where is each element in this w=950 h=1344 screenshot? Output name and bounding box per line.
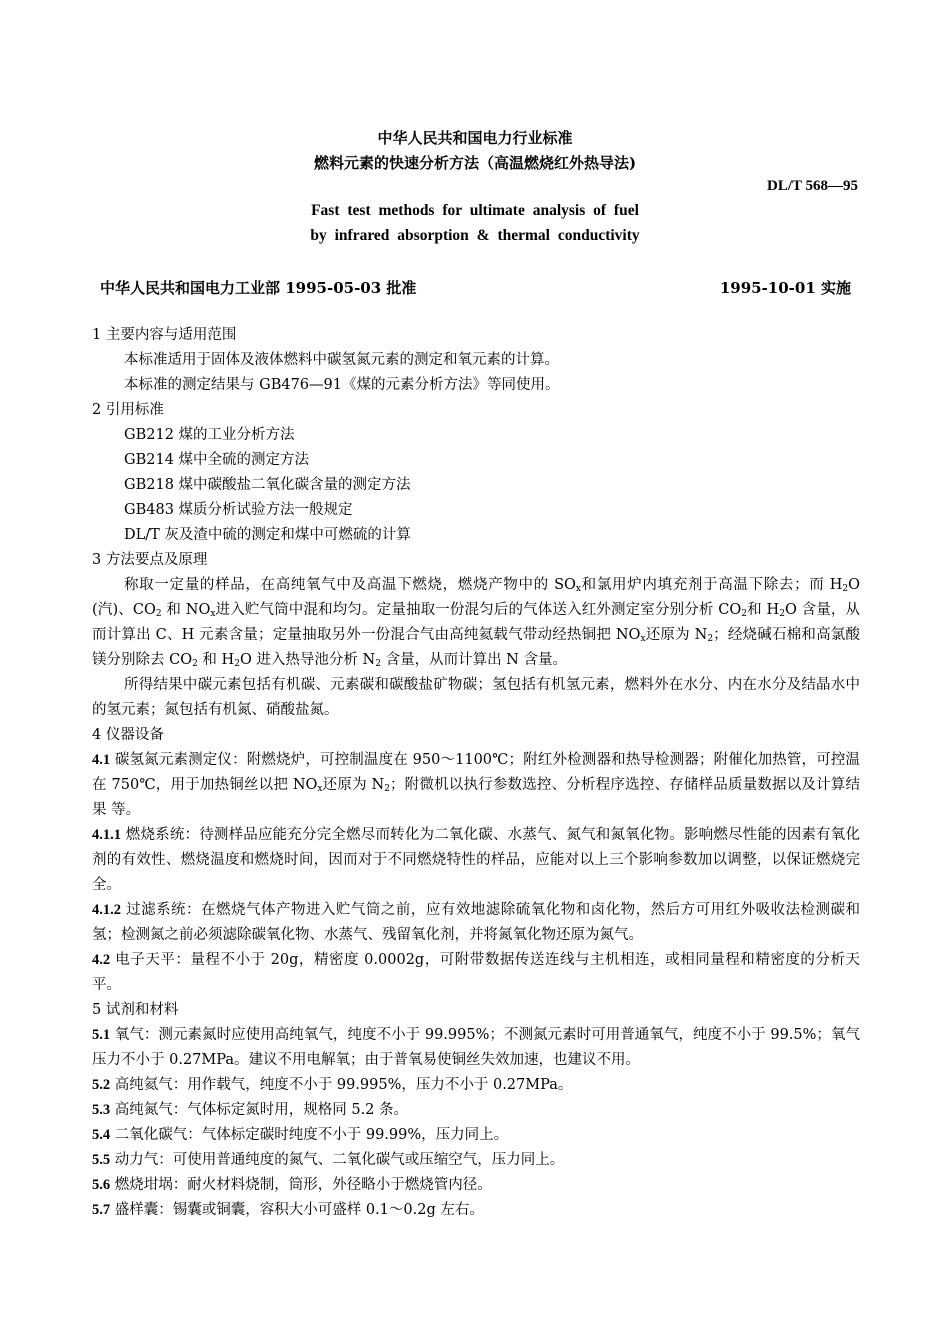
clause-5-2: 5.2 高纯氦气：用作载气，纯度不小于 99.995%，压力不小于 0.27MPa。: [92, 1077, 573, 1093]
section-3-paragraph-1: 称取一定量的样品，在高纯氧气中及高温下燃烧，燃烧产物中的 $SO_x$和氯用炉内填充剂于高温下除去；而 $H_2O$ (汽)、$CO_2$ 和 $NO_x$进入贮气筒中混和均匀。定量抽取一份混匀后的气体送入红外测定室分别分析 $CO_2$和 $H_2O$ 含量，从而计算出 C、H 元素含量；定量抽取另外一份混合气由高纯氦载气带动经热铜把 $NO_x$还原为 $N_2$；经烧碱石棉和高氯酸镁分别除去 $CO_2$ 和 $H_2O$ 进入热导池分析 $N_2$ 含量，从而计算出 N 含量。: [92, 577, 861, 669]
section-heading-2: 2 引用标准: [92, 402, 164, 418]
clause-number: 5.3: [92, 1102, 111, 1118]
reference-item: DL/T 灰及渣中硫的测定和煤中可燃硫的计算: [124, 527, 411, 543]
clause-number: 5.5: [92, 1152, 111, 1168]
clause-number: 4.1: [92, 752, 111, 768]
section-heading-4: 4 仪器设备: [92, 727, 164, 743]
clause-number: 4.1.2: [92, 902, 121, 918]
clause-number: 4.2: [92, 952, 111, 968]
approval-line: 中华人民共和国电力工业部 1995-05-03 批准: [100, 279, 417, 297]
clause-4-1-2: 4.1.2 过滤系统：在燃烧气体产物进入贮气筒之前，应有效地滤除硫氧化物和卤化物，然后方可用红外吸收法检测碳和氢；检测氮之前必须滤除碳氧化物、水蒸气、残留氧化剂，并将氮氧化物还原为氮气。: [92, 902, 860, 943]
clause-number: 5.1: [92, 1027, 111, 1043]
section-3-paragraph-2: 所得结果中碳元素包括有机碳、元素碳和碳酸盐矿物碳；氢包括有机氢元素，燃料外在水分、内在水分及结晶水中的氢元素；氮包括有机氮、硝酸盐氮。: [92, 677, 860, 718]
clause-5-5: 5.5 动力气：可使用普通纯度的氮气、二氧化碳气或压缩空气，压力同上。: [92, 1152, 565, 1168]
clause-number: 5.4: [92, 1127, 111, 1143]
effective-date: 1995-10-01 实施: [719, 279, 851, 297]
clause-number: 5.6: [92, 1177, 111, 1193]
clause-number: 5.7: [92, 1202, 111, 1218]
clause-4-1-1: 4.1.1 燃烧系统：待测样品应能充分完全燃尽而转化为二氧化碳、水蒸气、氮气和氮氧化物。影响燃尽性能的因素有氧化剂的有效性、燃烧温度和燃烧时间，因而对于不同燃烧特性的样品，应能对以上三个影响参数加以调整，以保证燃烧完全。: [92, 827, 860, 893]
clause-5-1: 5.1 氧气：测元素氮时应使用高纯氧气，纯度不小于 99.995%；不测氮元素时可用普通氧气，纯度不小于 99.5%；氧气压力不小于 0.27MPa。建议不用电解氧；由于普氧易使铜丝失效加速，也建议不用。: [92, 1027, 860, 1068]
standard-title-cn: 燃料元素的快速分析方法（高温燃烧红外热导法): [313, 154, 637, 172]
reference-item: GB212 煤的工业分析方法: [124, 427, 295, 443]
clause-number: 4.1.1: [92, 827, 121, 843]
section-heading-5: 5 试剂和材料: [92, 1002, 179, 1018]
section-heading-1: 1 主要内容与适用范围: [92, 327, 237, 343]
clause-4-2: 4.2 电子天平：量程不小于 20g，精密度 0.0002g，可附带数据传送连线与主机相连，或相同量程和精密度的分析天平。: [92, 952, 860, 993]
section-heading-3: 3 方法要点及原理: [92, 552, 208, 568]
section-1-paragraph-1: 本标准适用于固体及液体燃料中碳氢氮元素的测定和氧元素的计算。: [124, 352, 559, 368]
clause-5-6: 5.6 燃烧坩埚：耐火材料烧制，筒形，外径略小于燃烧管内径。: [92, 1177, 492, 1193]
clause-5-3: 5.3 高纯氮气：气体标定氮时用，规格同 5.2 条。: [92, 1102, 409, 1118]
reference-item: GB214 煤中全硫的测定方法: [124, 452, 310, 468]
standard-code: DL/T 568—95: [767, 178, 858, 194]
standard-title-en-line1: Fast test methods for ultimate analysis of fuel: [311, 202, 639, 219]
standard-title-en-line2: by infrared absorption & thermal conductivity: [310, 227, 640, 244]
clause-5-7: 5.7 盛样囊：锡囊或铜囊，容积大小可盛样 0.1～0.2g 左右。: [92, 1202, 484, 1218]
standard-category-title: 中华人民共和国电力行业标准: [377, 129, 573, 147]
clause-4-1: 4.1 碳氢氮元素测定仪：附燃烧炉，可控制温度在 950～1100℃；附红外检测器和热导检测器；附催化加热管，可控温在 750℃，用于加热铜丝以把 $NO_x$还原为 $N_2$；附微机以执行参数选控、分析程序选控、存储样品质量数据以及计算结果 等。: [92, 752, 860, 818]
reference-item: GB218 煤中碳酸盐二氧化碳含量的测定方法: [124, 477, 411, 493]
clause-number: 5.2: [92, 1077, 111, 1093]
reference-item: GB483 煤质分析试验方法一般规定: [124, 502, 353, 518]
document-body: [92, 323, 860, 1223]
section-1-paragraph-2: 本标准的测定结果与 GB476—91《煤的元素分析方法》等同使用。: [124, 377, 560, 393]
clause-5-4: 5.4 二氧化碳气：气体标定碳时纯度不小于 99.99%，压力同上。: [92, 1127, 509, 1143]
